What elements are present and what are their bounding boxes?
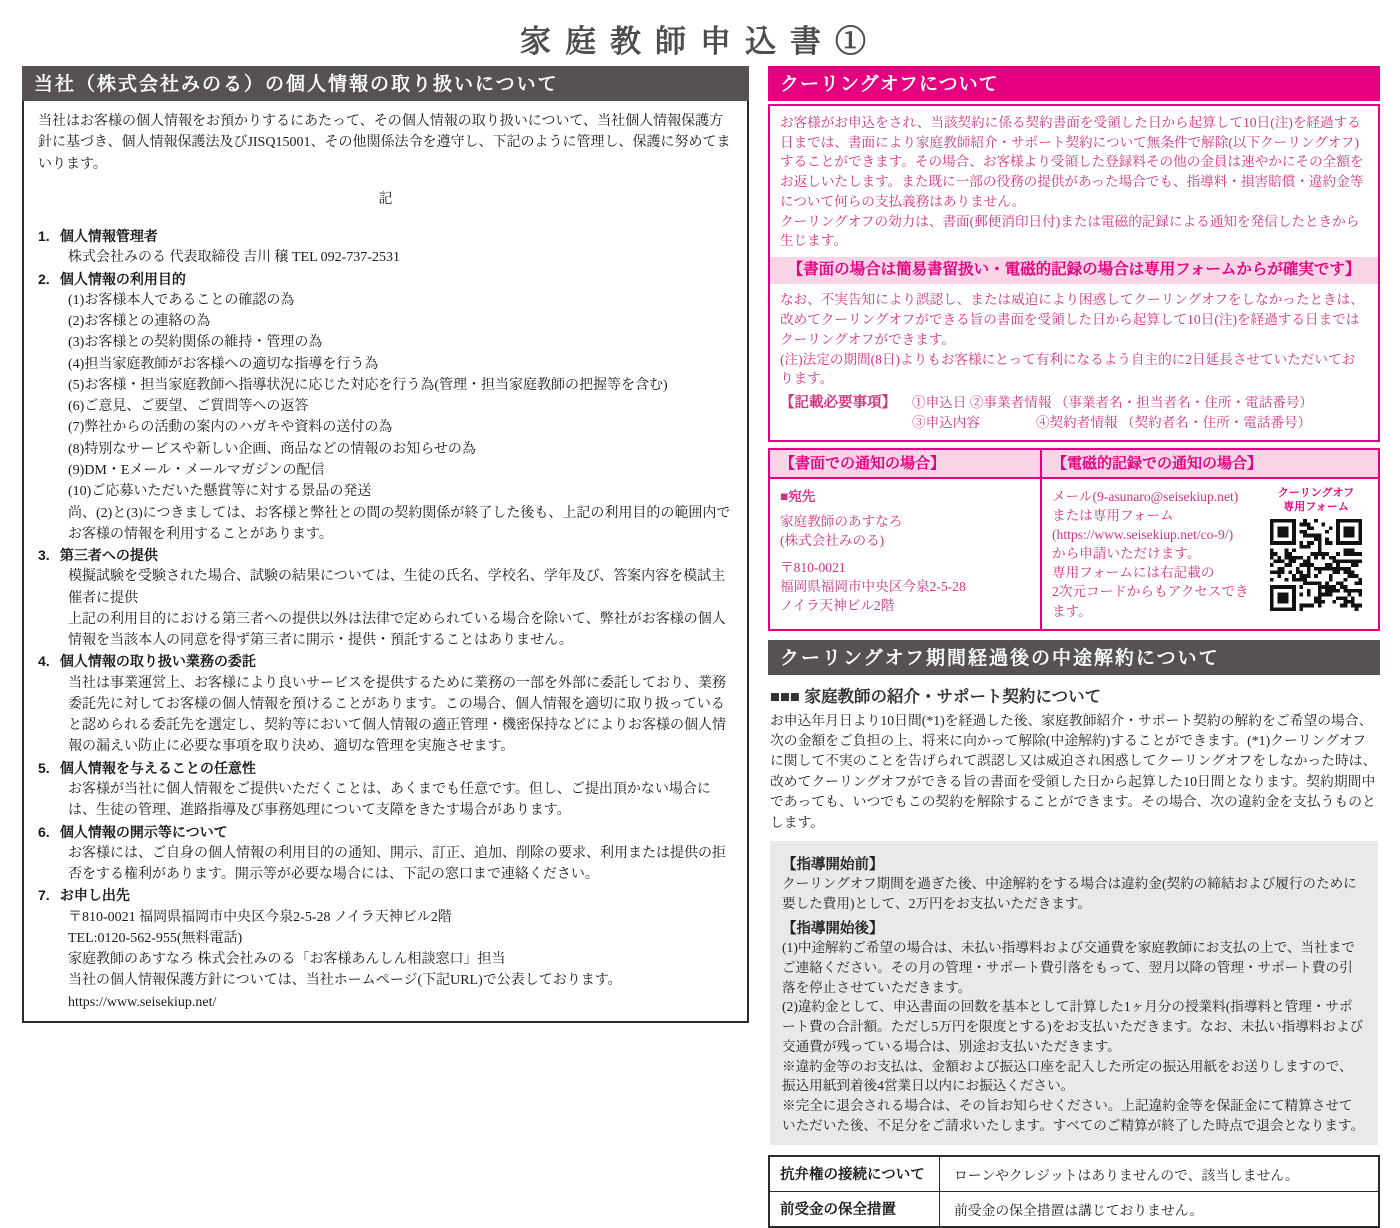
qr-block xyxy=(1264,487,1368,620)
bottom-table xyxy=(768,1155,1380,1228)
privacy-section xyxy=(38,545,733,651)
written-name-1: 家庭教師のあすなろ xyxy=(780,514,903,530)
required-items xyxy=(780,393,1368,432)
required-line-1: ①申込日 ②事業者情報 （事業者名・担当者名・住所・電話番号） xyxy=(912,394,1314,410)
bottom-table-row-label: 抗弁権の接続について xyxy=(770,1157,940,1191)
privacy-panel xyxy=(22,66,749,1023)
section-number: 1. xyxy=(38,228,50,245)
privacy-section-line: (6)ご意見、ご要望、ご質問等への返答 xyxy=(68,399,309,415)
bottom-table-row-value: ローンやクレジットはありませんので、該当しません。 xyxy=(954,1168,1299,1184)
privacy-section-title xyxy=(38,269,733,290)
privacy-section-title xyxy=(38,226,733,247)
before-start-text: クーリングオフ期間を過ぎた後、中途解約をする場合は違約金(契約の締結および履行のために要した費用)として、2万円をお支払いただきます。 xyxy=(782,875,1357,911)
privacy-section xyxy=(38,822,733,886)
privacy-panel-header: 当社（株式会社みのる）の個人情報の取り扱いについて xyxy=(22,66,749,101)
electronic-text-line: または専用フォーム xyxy=(1052,508,1174,524)
privacy-section xyxy=(38,226,733,269)
privacy-section-line: お客様が当社に個人情報をご提供いただくことは、あくまでも任意です。但し、ご提出頂かない場合には、生徒の管理、進路指導及び事務処理について支障をきたす場合があります。 xyxy=(68,781,711,819)
privacy-section-lines xyxy=(38,779,733,822)
privacy-section-line: 上記の利用目的における第三者への提供以外は法律で定められている場合を除いて、弊社がお客様の個人情報を当該本人の同意を得ず第三者に開示・提供・預託することはありません。 xyxy=(68,611,726,649)
written-to-label: ■宛先 xyxy=(780,489,816,505)
privacy-section-title xyxy=(38,545,733,566)
privacy-section-line: (3)お客様との契約関係の維持・管理の為 xyxy=(68,335,323,351)
cancellation-header: クーリングオフ期間経過後の中途解約について xyxy=(768,640,1380,675)
privacy-section-lines xyxy=(38,566,733,651)
privacy-section-line: 株式会社みのる 代表取締役 吉川 穣 TEL 092-737-2531 xyxy=(68,250,400,266)
section-title-text: 個人情報管理者 xyxy=(59,228,158,245)
cooling-off-paragraph-2b: (注)法定の期間(8日)よりもお客様にとって有利になるよう自主的に2日延長させていただいております。 xyxy=(780,351,1356,387)
privacy-section-line: 家庭教師のあすなろ 株式会社みのる「お客様あんしん相談窓口」担当 xyxy=(68,952,506,968)
bottom-table-row-label: 前受金の保全措置 xyxy=(770,1192,940,1226)
notification-table xyxy=(768,448,1380,630)
written-notice-header: 【書面での通知の場合】 xyxy=(770,450,1042,479)
electronic-notice-cell xyxy=(1042,479,1378,628)
privacy-section-line: 当社の個人情報保護方針については、当社ホームページ(下記URL)で公表しております。 xyxy=(68,973,622,989)
bottom-table-row xyxy=(770,1191,1378,1226)
section-number: 5. xyxy=(38,759,50,776)
after-start-label: 【指導開始後】 xyxy=(782,921,884,938)
privacy-section-lines xyxy=(38,673,733,758)
cancellation-paragraph: お申込年月日より10日間(*1)を経過した後、家庭教師紹介・サポート契約の解約をご希望の場合、次の金額をご負担の上、将来に向かって解除(中途解約)することができます。(*1)クーリングオフに関して不実のことを告げられて誤認し又は威迫され困惑してクーリングオフをしなかった時は、改めてクーリングオフができる旨の書面を受領した日から起算した10日間となります。契約期間中であっても、いつでもこの契約を解除することができます。その場合、次の違約金を支払うものとします。 xyxy=(770,712,1377,830)
bottom-table-row xyxy=(770,1157,1378,1191)
privacy-section-lines xyxy=(38,843,733,886)
after-start-item: (1)中途解約ご希望の場合は、未払い指導料および交通費を家庭教師にお支払の上で、当社までご連絡ください。その月の管理・サポート費引落をもって、翌月以降の管理・サポート費の引落を停止させていただきます。 xyxy=(782,940,1355,995)
cancellation-subheader: ■■■ 家庭教師の紹介・サポート契約について xyxy=(770,687,1102,706)
privacy-section-line: https://www.seisekiup.net/ xyxy=(68,994,217,1010)
section-title-text: 第三者への提供 xyxy=(59,547,158,564)
required-items-lines xyxy=(912,393,1368,432)
section-number: 4. xyxy=(38,653,50,670)
electronic-notice-header: 【電磁的記録での通知の場合】 xyxy=(1042,450,1378,479)
privacy-section xyxy=(38,885,733,1013)
cooling-off-banner: 【書面の場合は簡易書留扱い・電磁的記録の場合は専用フォームからが確実です】 xyxy=(770,257,1378,284)
privacy-section-title xyxy=(38,758,733,779)
privacy-section xyxy=(38,651,733,757)
cooling-off-paragraph-2: なお、不実告知により誤認し、または威迫により困惑してクーリングオフをしなかったときは、改めてクーリングオフができる旨の書面を受領した日から起算して10日(注)を経過する日まではクーリングオフができます。 xyxy=(780,292,1364,347)
required-line-2 xyxy=(912,413,1368,433)
privacy-section-title xyxy=(38,885,733,906)
privacy-section xyxy=(38,269,733,545)
note-mark: 記 xyxy=(378,191,393,207)
privacy-section-title xyxy=(38,822,733,843)
written-addr-1: 〒810-0021 xyxy=(780,560,846,576)
required-line-2a: ③申込内容 xyxy=(912,414,980,430)
bottom-table-row-value: 前受金の保全措置は講じておりません。 xyxy=(954,1203,1204,1219)
written-addr-2: 福岡県福岡市中央区今泉2-5-28 xyxy=(780,579,966,595)
qr-label-line-1: クーリングオフ xyxy=(1277,487,1355,500)
qr-label xyxy=(1264,487,1368,515)
privacy-section-line: (4)担当家庭教師がお客様への適切な指導を行う為 xyxy=(68,356,379,372)
privacy-section-lines xyxy=(38,290,733,545)
privacy-section-line: 当社は事業運営上、お客様により良いサービスを提供するために業務の一部を外部に委託しており、業務委託先に対してお客様の個人情報を預けることがあります。この場合、個人情報を適切に取り扱っていると認められる委託先を選定し、契約等において個人情報の適正管理・機密保持などによりお客様の個人情報の漏えい防止に必要な事項を取り決め、適切な管理を実施させます。 xyxy=(68,675,726,755)
written-name-2: (株式会社みのる) xyxy=(780,533,885,549)
after-start-item: ※違約金等のお支払は、金額および振込口座を記入した所定の振込用紙をお送りしますので、振込用紙到着後4営業日以内にお振込ください。 xyxy=(782,1058,1353,1094)
section-title-text: 個人情報の取り扱い業務の委託 xyxy=(59,653,256,670)
privacy-section-list xyxy=(38,226,733,1013)
privacy-section-title xyxy=(38,651,733,672)
cooling-off-box xyxy=(768,104,1380,442)
privacy-section-lines xyxy=(38,247,733,268)
cancellation-body xyxy=(768,675,1380,1146)
privacy-section-line: (10)ご応募いただいた懸賞等に対する景品の発送 xyxy=(68,484,372,500)
section-title-text: お申し出先 xyxy=(59,887,130,904)
cooling-off-paragraph-1: お客様がお申込をされ、当該契約に係る契約書面を受領した日から起算して10日(注)を経過する日までは、書面により家庭教師紹介・サポート契約について無条件で解除(以下クーリングオフ)することができます。その場合、お客様より受領した登録料その他の金員は速やかにその全額をお返しいたします。また既に一部の役務の提供があった場合でも、指導料・損害賠償・違約金等について何らの支払義務はありません。 xyxy=(780,115,1364,209)
written-notice-cell xyxy=(770,479,1042,628)
electronic-text-line: 2次元コードからもアクセスできます。 xyxy=(1052,584,1249,619)
privacy-section-line: お客様には、ご自身の個人情報の利用目的の通知、開示、訂正、追加、削除の要求、利用または提供の拒否をする権利があります。開示等が必要な場合には、下記の窓口まで連絡ください。 xyxy=(68,845,726,883)
after-start-item: (2)違約金として、申込書面の回数を基本として計算した1ヶ月分の授業料(指導料と管理・サポート費の合計額。ただし5万円を限度とする)をお支払いただきます。なお、未払い指導料および交通費が残っている場合は、別途お支払いただきます。 xyxy=(782,999,1364,1054)
after-start-items xyxy=(782,938,1366,1135)
after-start-item: ※完全に退会される場合は、その旨お知らせください。上記違約金等を保証金にて精算させていただいた後、不足分をご請求いたします。すべてのご精算が終了した時点で退会となります。 xyxy=(782,1098,1365,1133)
before-start-label: 【指導開始前】 xyxy=(782,856,884,873)
cooling-off-panel xyxy=(768,66,1380,1228)
electronic-text-line: から申請いただけます。 xyxy=(1052,546,1201,562)
electronic-text-line: 専用フォームには右記載の xyxy=(1052,565,1215,581)
section-title-text: 個人情報を与えることの任意性 xyxy=(59,759,256,776)
privacy-section-line: (5)お客様・担当家庭教師へ指導状況に応じた対応を行う為(管理・担当家庭教師の把握等を含む) xyxy=(68,377,668,393)
qr-code xyxy=(1270,519,1362,611)
cooling-off-header: クーリングオフについて xyxy=(768,66,1380,101)
section-number: 2. xyxy=(38,270,50,287)
privacy-section-line: (1)お客様本人であることの確認の為 xyxy=(68,292,295,308)
written-addr-3: ノイラ天神ビル2階 xyxy=(780,598,895,614)
privacy-section-line: (8)特別なサービスや新しい企画、商品などの情報のお知らせの為 xyxy=(68,441,476,457)
required-items-label: 【記載必要事項】 xyxy=(780,394,896,411)
privacy-section-line: 〒810-0021 福岡県福岡市中央区今泉2-5-28 ノイラ天神ビル2階 xyxy=(68,909,452,925)
section-number: 3. xyxy=(38,547,50,564)
privacy-section-line: (9)DM・Eメール・メールマガジンの配信 xyxy=(68,462,325,478)
electronic-text-lines xyxy=(1052,487,1258,620)
section-title-text: 個人情報の開示等について xyxy=(59,823,228,840)
electronic-text-line: メール(9-asunaro@seisekiup.net) xyxy=(1052,489,1239,505)
privacy-section xyxy=(38,758,733,822)
privacy-intro: 当社はお客様の個人情報をお預かりするにあたって、その個人情報の取り扱いについて、当社個人情報保護方針に基づき、個人情報保護法及びJISQ15001、その他関係法令を遵守し、下記のように管理し、保護に努めてまいります。 xyxy=(38,114,731,172)
cooling-off-paragraph-1b: クーリングオフの効力は、書面(郵便消印日付)または電磁的記録による通知を発信したときから生じます。 xyxy=(780,213,1360,249)
qr-label-line-2: 専用フォーム xyxy=(1283,501,1349,514)
privacy-panel-body xyxy=(22,101,749,1023)
section-number: 7. xyxy=(38,887,50,904)
privacy-section-line: (7)弊社からの活動の案内のハガキや資料の送付の為 xyxy=(68,420,393,436)
privacy-section-line: 尚、(2)と(3)につきましては、お客様と弊社との間の契約関係が終了した後も、上記の利用目的の範囲内でお客様の情報を利用することがあります。 xyxy=(68,505,731,542)
privacy-section-line: TEL:0120-562-955(無料電話) xyxy=(68,930,243,946)
privacy-section-lines xyxy=(38,907,733,1013)
privacy-section-line: (2)お客様との連絡の為 xyxy=(68,314,211,330)
page-title: 家庭教師申込書① xyxy=(520,24,880,59)
section-number: 6. xyxy=(38,823,50,840)
required-line-2b: ④契約者情報 （契約者名・住所・電話番号） xyxy=(1035,414,1312,430)
electronic-text-line: (https://www.seisekiup.net/co-9/) xyxy=(1052,527,1234,543)
section-title-text: 個人情報の利用目的 xyxy=(59,270,186,287)
privacy-section-line: 模擬試験を受験された場合、試験の結果については、生徒の氏名、学校名、学年及び、答案内容を模試主催者に提供 xyxy=(68,569,726,606)
cancellation-gray-box xyxy=(770,841,1378,1145)
